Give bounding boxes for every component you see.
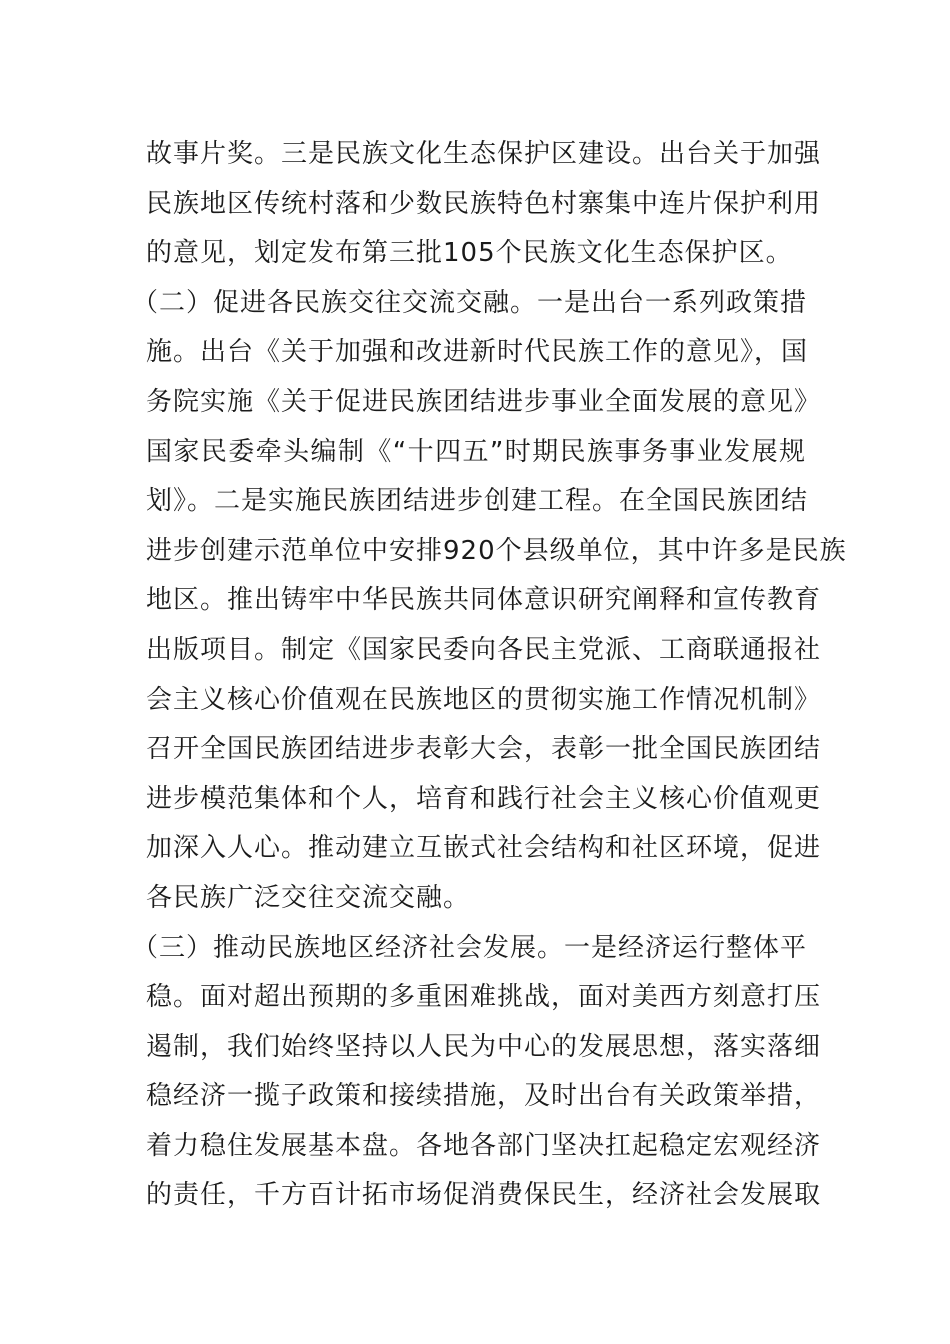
text-line: 各民族广泛交往交流交融。	[146, 882, 471, 913]
section-heading-line: （二）促进各民族交往交流交融。一是出台一系列政策措	[132, 287, 808, 318]
document-body	[132, 130, 847, 1221]
text-line: 稳经济一揽子政策和接续措施，及时出台有关政策举措，	[146, 1081, 822, 1112]
text-line: 进步模范集体和个人，培育和践行社会主义核心价值观更	[146, 783, 822, 814]
text-line: 会主义核心价值观在民族地区的贯彻实施工作情况机制》	[146, 684, 822, 715]
text-line: 出版项目。制定《国家民委向各民主党派、工商联通报社	[146, 634, 822, 665]
text-line: 遏制，我们始终坚持以人民为中心的发展思想，落实落细	[146, 1031, 822, 1062]
text-line: 的意见，划定发布第三批105个民族文化生态保护区。	[146, 238, 793, 269]
text-line: 的责任，千方百计拓市场促消费保民生，经济社会发展取	[146, 1180, 822, 1211]
text-line: 务院实施《关于促进民族团结进步事业全面发展的意见》	[146, 386, 822, 417]
text-line: 着力稳住发展基本盘。各地各部门坚决扛起稳定宏观经济	[146, 1130, 822, 1161]
text-line: 故事片奖。三是民族文化生态保护区建设。出台关于加强	[146, 139, 822, 169]
text-line: 地区。推出铸牢中华民族共同体意识研究阐释和宣传教育	[146, 585, 822, 616]
text-line: 进步创建示范单位中安排920个县级单位，其中许多是民族	[146, 535, 847, 566]
text-line: 国家民委牵头编制《“十四五”时期民族事务事业发展规	[146, 436, 806, 467]
text-line: 稳。面对超出预期的多重困难挑战，面对美西方刻意打压	[146, 982, 822, 1013]
text-line: 加深入人心。推动建立互嵌式社会结构和社区环境，促进	[146, 833, 822, 864]
text-line: 划》。二是实施民族团结进步创建工程。在全国民族团结	[146, 486, 809, 517]
section-heading-line: （三）推动民族地区经济社会发展。一是经济运行整体平	[132, 932, 808, 963]
text-line: 召开全国民族团结进步表彰大会，表彰一批全国民族团结	[146, 734, 822, 765]
text-line: 民族地区传统村落和少数民族特色村寨集中连片保护利用	[146, 188, 822, 219]
text-line: 施。出台《关于加强和改进新时代民族工作的意见》，国	[146, 337, 809, 368]
